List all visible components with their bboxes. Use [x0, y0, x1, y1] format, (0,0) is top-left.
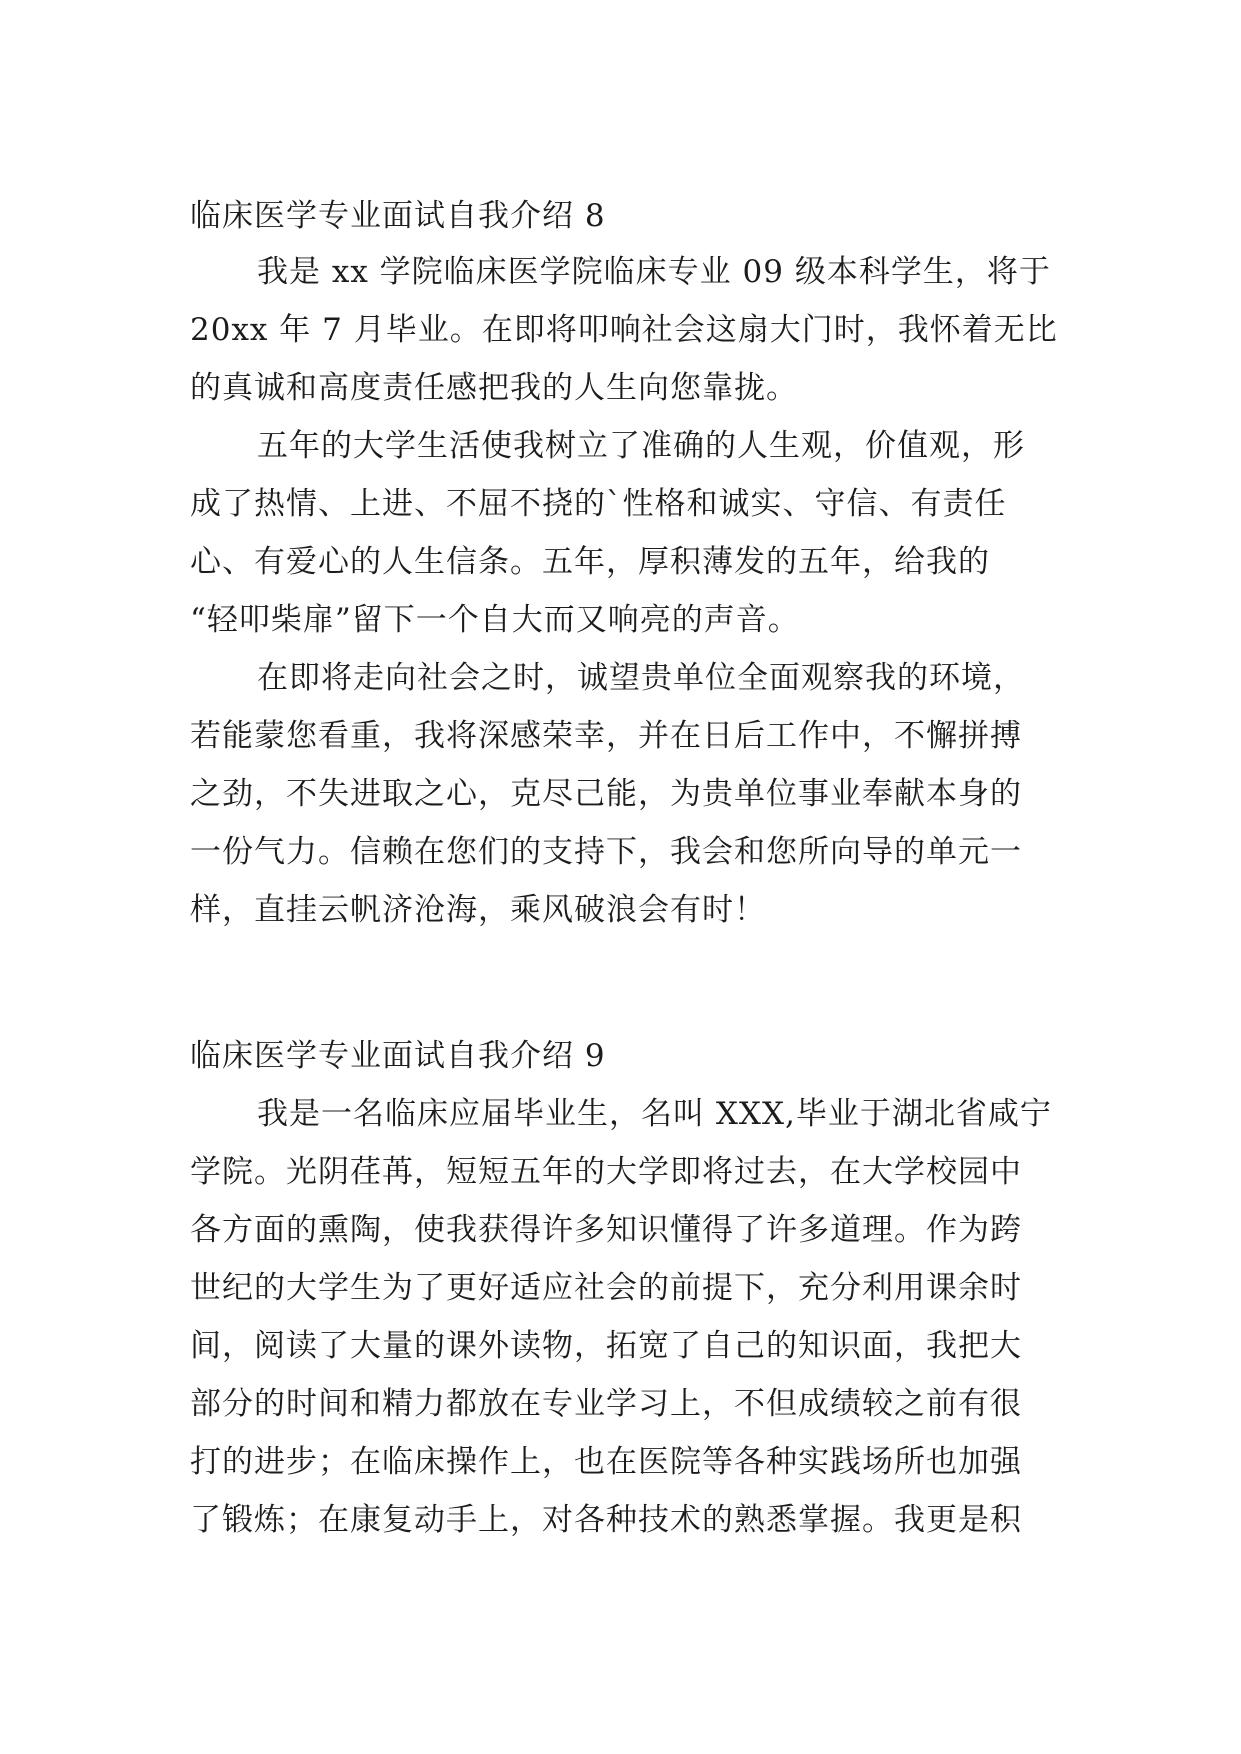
paragraph-line: 之劲，不失进取之心，克尽己能，为贵单位事业奉献本身的 [190, 776, 1022, 812]
paragraph-line: 了锻炼；在康复动手上，对各种技术的熟悉掌握。我更是积 [190, 1502, 1022, 1538]
paragraph-line: 五年的大学生活使我树立了准确的人生观，价值观，形 [257, 428, 1025, 464]
paragraph-line: 打的进步；在临床操作上，也在医院等各种实践场所也加强 [190, 1444, 1022, 1480]
paragraph-line: 若能蒙您看重，我将深感荣幸，并在日后工作中，不懈拼搏 [190, 718, 1022, 754]
paragraph-line: 我是一名临床应届毕业生，名叫 XXX,毕业于湖北省咸宁 [257, 1096, 1052, 1132]
section-title: 临床医学专业面试自我介绍 9 [190, 1038, 606, 1074]
paragraph-line: 样，直挂云帆济沧海，乘风破浪会有时！ [190, 892, 766, 928]
paragraph-line: “轻叩柴扉”留下一个自大而又响亮的声音。 [190, 602, 800, 638]
paragraph-line: 部分的时间和精力都放在专业学习上，不但成绩较之前有很 [190, 1386, 1022, 1422]
paragraph-line: 的真诚和高度责任感把我的人生向您靠拢。 [190, 370, 798, 406]
paragraph-line: 成了热情、上进、不屈不挠的`性格和诚实、守信、有责任 [190, 486, 1007, 522]
paragraph-line: 各方面的熏陶，使我获得许多知识懂得了许多道理。作为跨 [190, 1212, 1022, 1248]
paragraph-line: 我是 xx 学院临床医学院临床专业 09 级本科学生，将于 [257, 254, 1051, 290]
paragraph-line: 20xx 年 7 月毕业。在即将叩响社会这扇大门时，我怀着无比 [190, 312, 1058, 348]
paragraph-line: 世纪的大学生为了更好适应社会的前提下，充分利用课余时 [190, 1270, 1022, 1306]
paragraph-line: 学院。光阴荏苒，短短五年的大学即将过去，在大学校园中 [190, 1154, 1022, 1190]
paragraph-line: 心、有爱心的人生信条。五年，厚积薄发的五年，给我的 [190, 544, 990, 580]
section-title: 临床医学专业面试自我介绍 8 [190, 198, 606, 234]
paragraph-line: 间，阅读了大量的课外读物，拓宽了自己的知识面，我把大 [190, 1328, 1022, 1364]
paragraph-line: 一份气力。信赖在您们的支持下，我会和您所向导的单元一 [190, 834, 1022, 870]
paragraph-line: 在即将走向社会之时，诚望贵单位全面观察我的环境， [257, 660, 1025, 696]
